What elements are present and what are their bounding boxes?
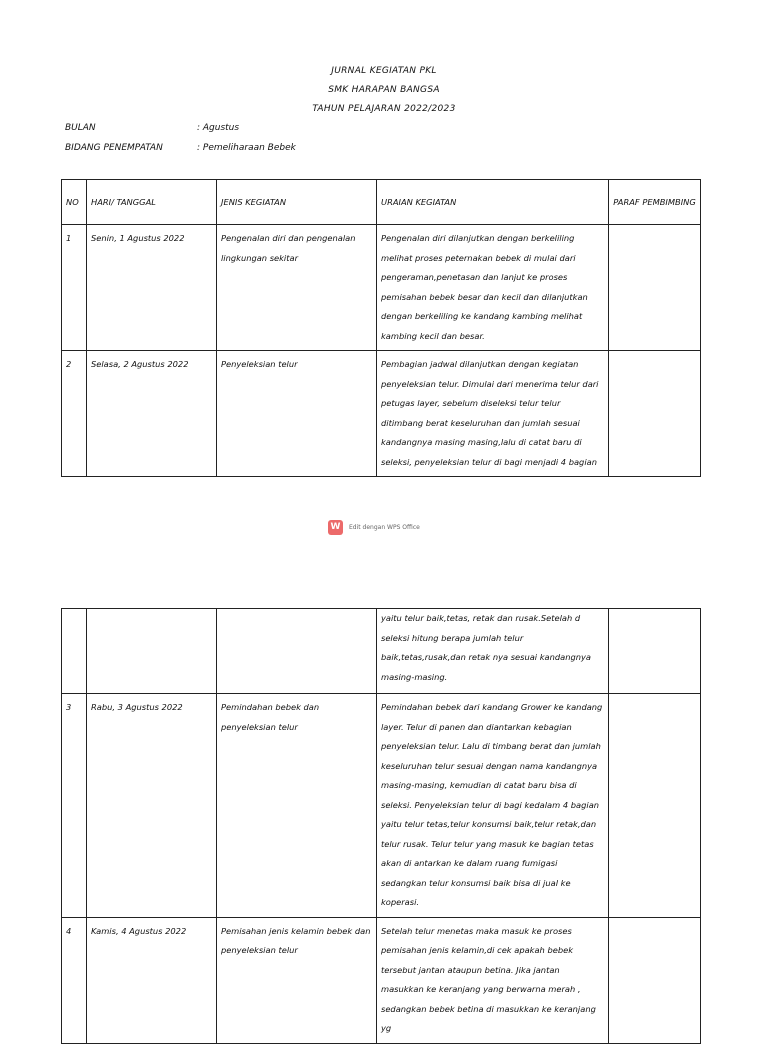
cell-hari: Kamis, 4 Agustus 2022 [87, 917, 217, 1043]
table-row [62, 917, 701, 1043]
cell-paraf [609, 225, 701, 351]
cell-hari [87, 609, 217, 694]
cell-uraian: yaitu telur baik,tetas, retak dan rusak.Setelah d seleksi hitung berapa jumlah telur baik,tetas,rusak,dan retak nya sesuai kandangnya masing-masing. [377, 609, 609, 694]
cell-paraf [609, 609, 701, 694]
cell-no: 1 [62, 225, 87, 351]
cell-uraian: Setelah telur menetas maka masuk ke proses pemisahan jenis kelamin,di cek apakah bebek tersebut jantan ataupun betina. Jika jantan masukkan ke keranjang yang berwarna merah , sedangkan bebek betina di masukkan ke keranjang yg [377, 917, 609, 1043]
wps-watermark-text: Edit dengan WPS Office [349, 523, 420, 531]
cell-uraian: Pembagian jadwal dilanjutkan dengan kegiatan penyeleksian telur. Dimulai dari menerima telur dari petugas layer, sebelum diseleksi telur telur ditimbang berat keseluruhan dan jumlah sesuai kandangnya masing masing,lalu di catat baru di seleksi, penyeleksian telur di bagi menjadi 4 bagian [377, 351, 609, 477]
wps-watermark[interactable] [328, 519, 420, 535]
header-uraian: URAIAN KEGIATAN [377, 180, 609, 225]
school-name: SMK HARAPAN BANGSA [328, 85, 440, 95]
cell-paraf [609, 694, 701, 918]
cell-paraf [609, 917, 701, 1043]
header-hari: HARI/ TANGGAL [87, 180, 217, 225]
cell-uraian: Pemindahan bebek dari kandang Grower ke kandang layer. Telur di panen dan diantarkan kebagian penyeleksian telur. Lalu di timbang berat dan jumlah keseluruhan telur sesuai dengan nama kandangnya masing-masing, kemudian di catat baru bisa di seleksi. Penyeleksian telur di bagi kedalam 4 bagian yaitu telur tetas,telur konsumsi baik,telur retak,dan telur rusak. Telur telur yang masuk ke bagian tetas akan di antarkan ke dalam ruang fumigasi sedangkan telur konsumsi baik bisa di jual ke koperasi. [377, 694, 609, 918]
cell-no: 2 [62, 351, 87, 477]
cell-no: 3 [62, 694, 87, 918]
cell-no [62, 609, 87, 694]
header-jenis: JENIS KEGIATAN [217, 180, 377, 225]
bulan-value: : Agustus [197, 123, 240, 133]
cell-hari: Senin, 1 Agustus 2022 [87, 225, 217, 351]
cell-no: 4 [62, 917, 87, 1043]
journal-table-continued [61, 608, 701, 1044]
table-header-row [62, 180, 701, 225]
table-row [62, 609, 701, 694]
header-no: NO [62, 180, 87, 225]
journal-title: JURNAL KEGIATAN PKL [331, 66, 437, 76]
header-paraf: PARAF PEMBIMBING [609, 180, 701, 225]
cell-jenis: Pemisahan jenis kelamin bebek dan penyeleksian telur [217, 917, 377, 1043]
table-row [62, 225, 701, 351]
academic-year: TAHUN PELAJARAN 2022/2023 [312, 104, 456, 114]
cell-jenis [217, 609, 377, 694]
bulan-label: BULAN [65, 123, 96, 133]
cell-jenis: Pemindahan bebek dan penyeleksian telur [217, 694, 377, 918]
table-row [62, 351, 701, 477]
cell-paraf [609, 351, 701, 477]
cell-jenis: Penyeleksian telur [217, 351, 377, 477]
table-row [62, 694, 701, 918]
cell-jenis: Pengenalan diri dan pengenalan lingkungan sekitar [217, 225, 377, 351]
wps-office-icon: W [328, 520, 343, 535]
cell-hari: Selasa, 2 Agustus 2022 [87, 351, 217, 477]
cell-uraian: Pengenalan diri dilanjutkan dengan berkeliling melihat proses peternakan bebek di mulai dari pengeraman,penetasan dan lanjut ke proses pemisahan bebek besar dan kecil dan dilanjutkan dengan berkeliling ke kandang kambing melihat kambing kecil dan besar. [377, 225, 609, 351]
page-2 [0, 590, 768, 1033]
bidang-label: BIDANG PENEMPATAN [65, 143, 163, 153]
journal-table [61, 179, 701, 477]
cell-hari: Rabu, 3 Agustus 2022 [87, 694, 217, 918]
bidang-value: : Pemeliharaan Bebek [197, 143, 296, 153]
